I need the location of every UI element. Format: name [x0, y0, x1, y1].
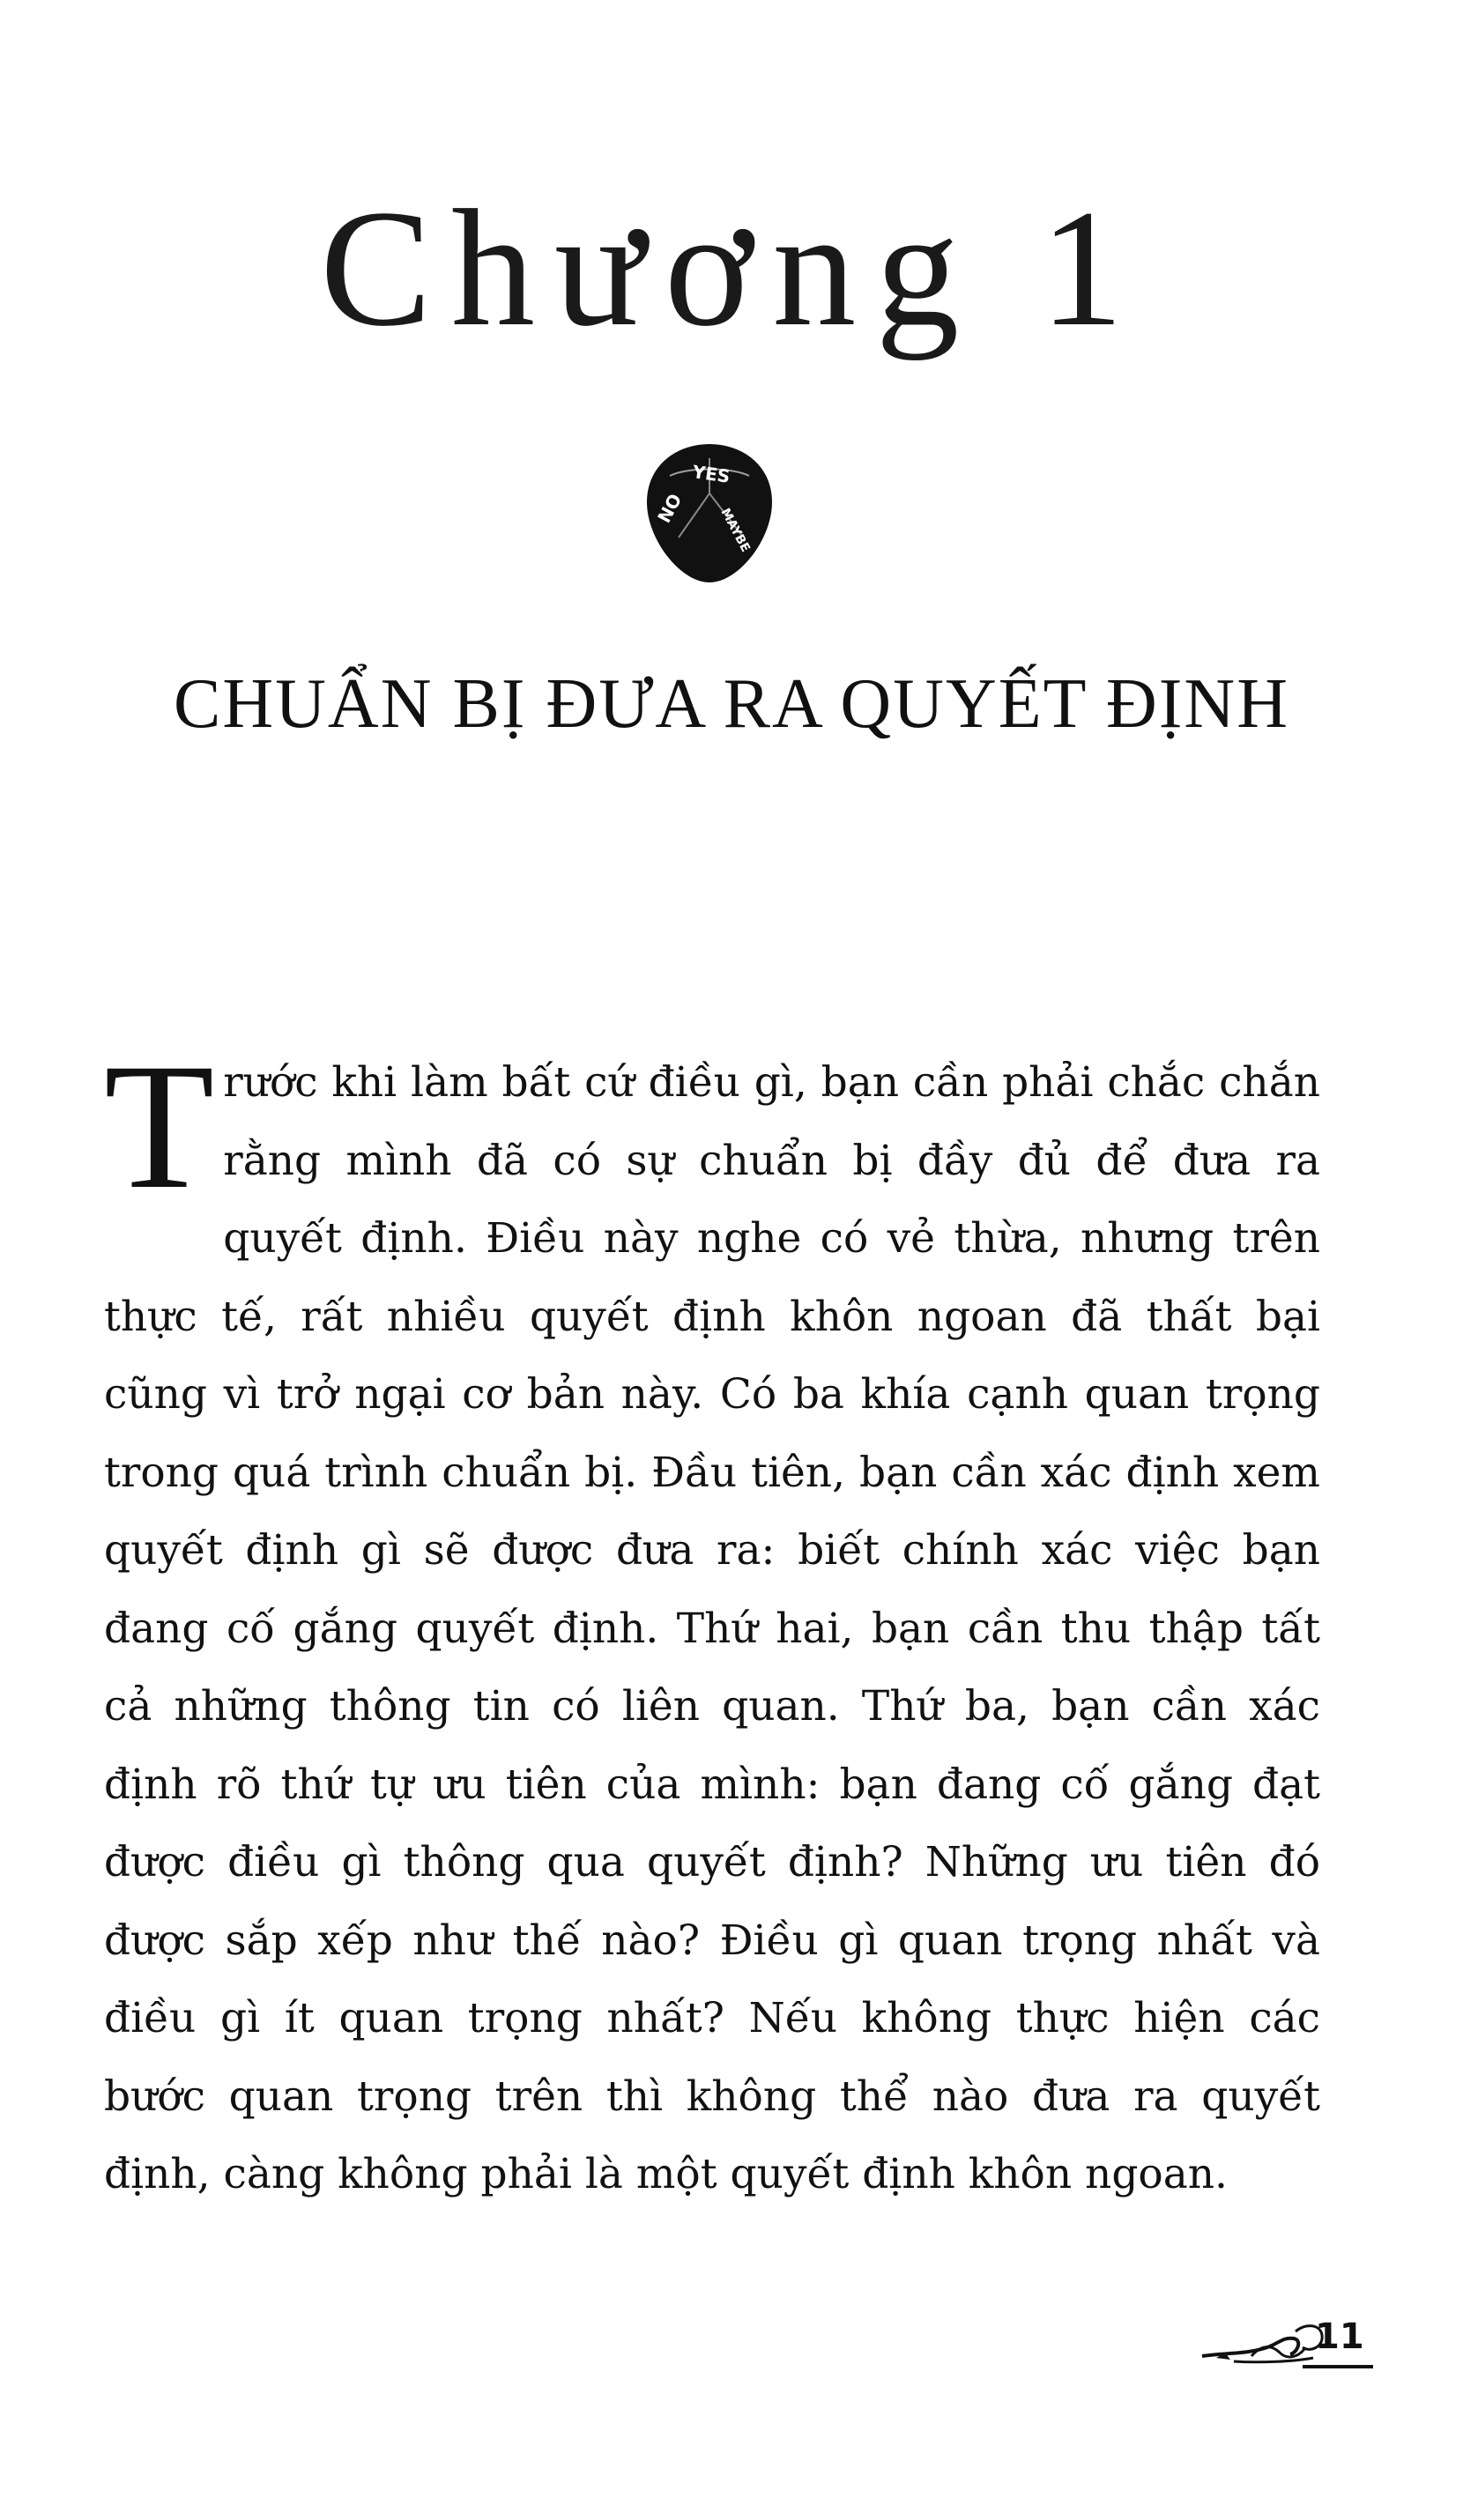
chapter-heading: Chương 1 — [320, 176, 1143, 361]
body-paragraph — [104, 1027, 1320, 2214]
svg-text:YES: YES — [691, 461, 732, 487]
drop-cap: T — [104, 1027, 215, 1227]
page-number: 11 — [1315, 2316, 1364, 2357]
body-text: rước khi làm bất cứ điều gì, bạn cần phải chắc chắn rằng mình đã có sự chuẩn bị đầy đủ để đưa ra quyết định. Điều này nghe có vẻ thừa, nhưng trên thực tế, rất nhiều quyết định khôn ngoan đã thất bại cũng vì trở ngại cơ bản này. Có ba khía cạnh quan trọng trong quá trình chuẩn bị. Đầu tiên, bạn cần xác định xem quyết định gì sẽ được đưa ra: biết chính xác việc bạn đang cố gắng quyết định. Thứ hai, bạn cần thu thập tất cả những thông tin có liên quan. Thứ ba, bạn cần xác định rõ thứ tự ưu tiên của mình: bạn đang cố gắng đạt được điều gì thông qua quyết định? Những ưu tiên đó được sắp xếp như thế nào? Điều gì quan trọng nhất và điều gì ít quan trọng nhất? Nếu không thực hiện các bước quan trọng trên thì không thể nào đưa ra quyết định, càng không phải là một quyết định khôn ngoan. — [104, 1058, 1320, 2198]
yes-no-dice-icon — [643, 441, 776, 586]
svg-text:MAYBE: MAYBE — [717, 506, 753, 555]
chapter-title: CHUẨN BỊ ĐƯA RA QUYẾT ĐỊNH — [174, 665, 1289, 743]
svg-text:NO: NO — [653, 490, 687, 527]
